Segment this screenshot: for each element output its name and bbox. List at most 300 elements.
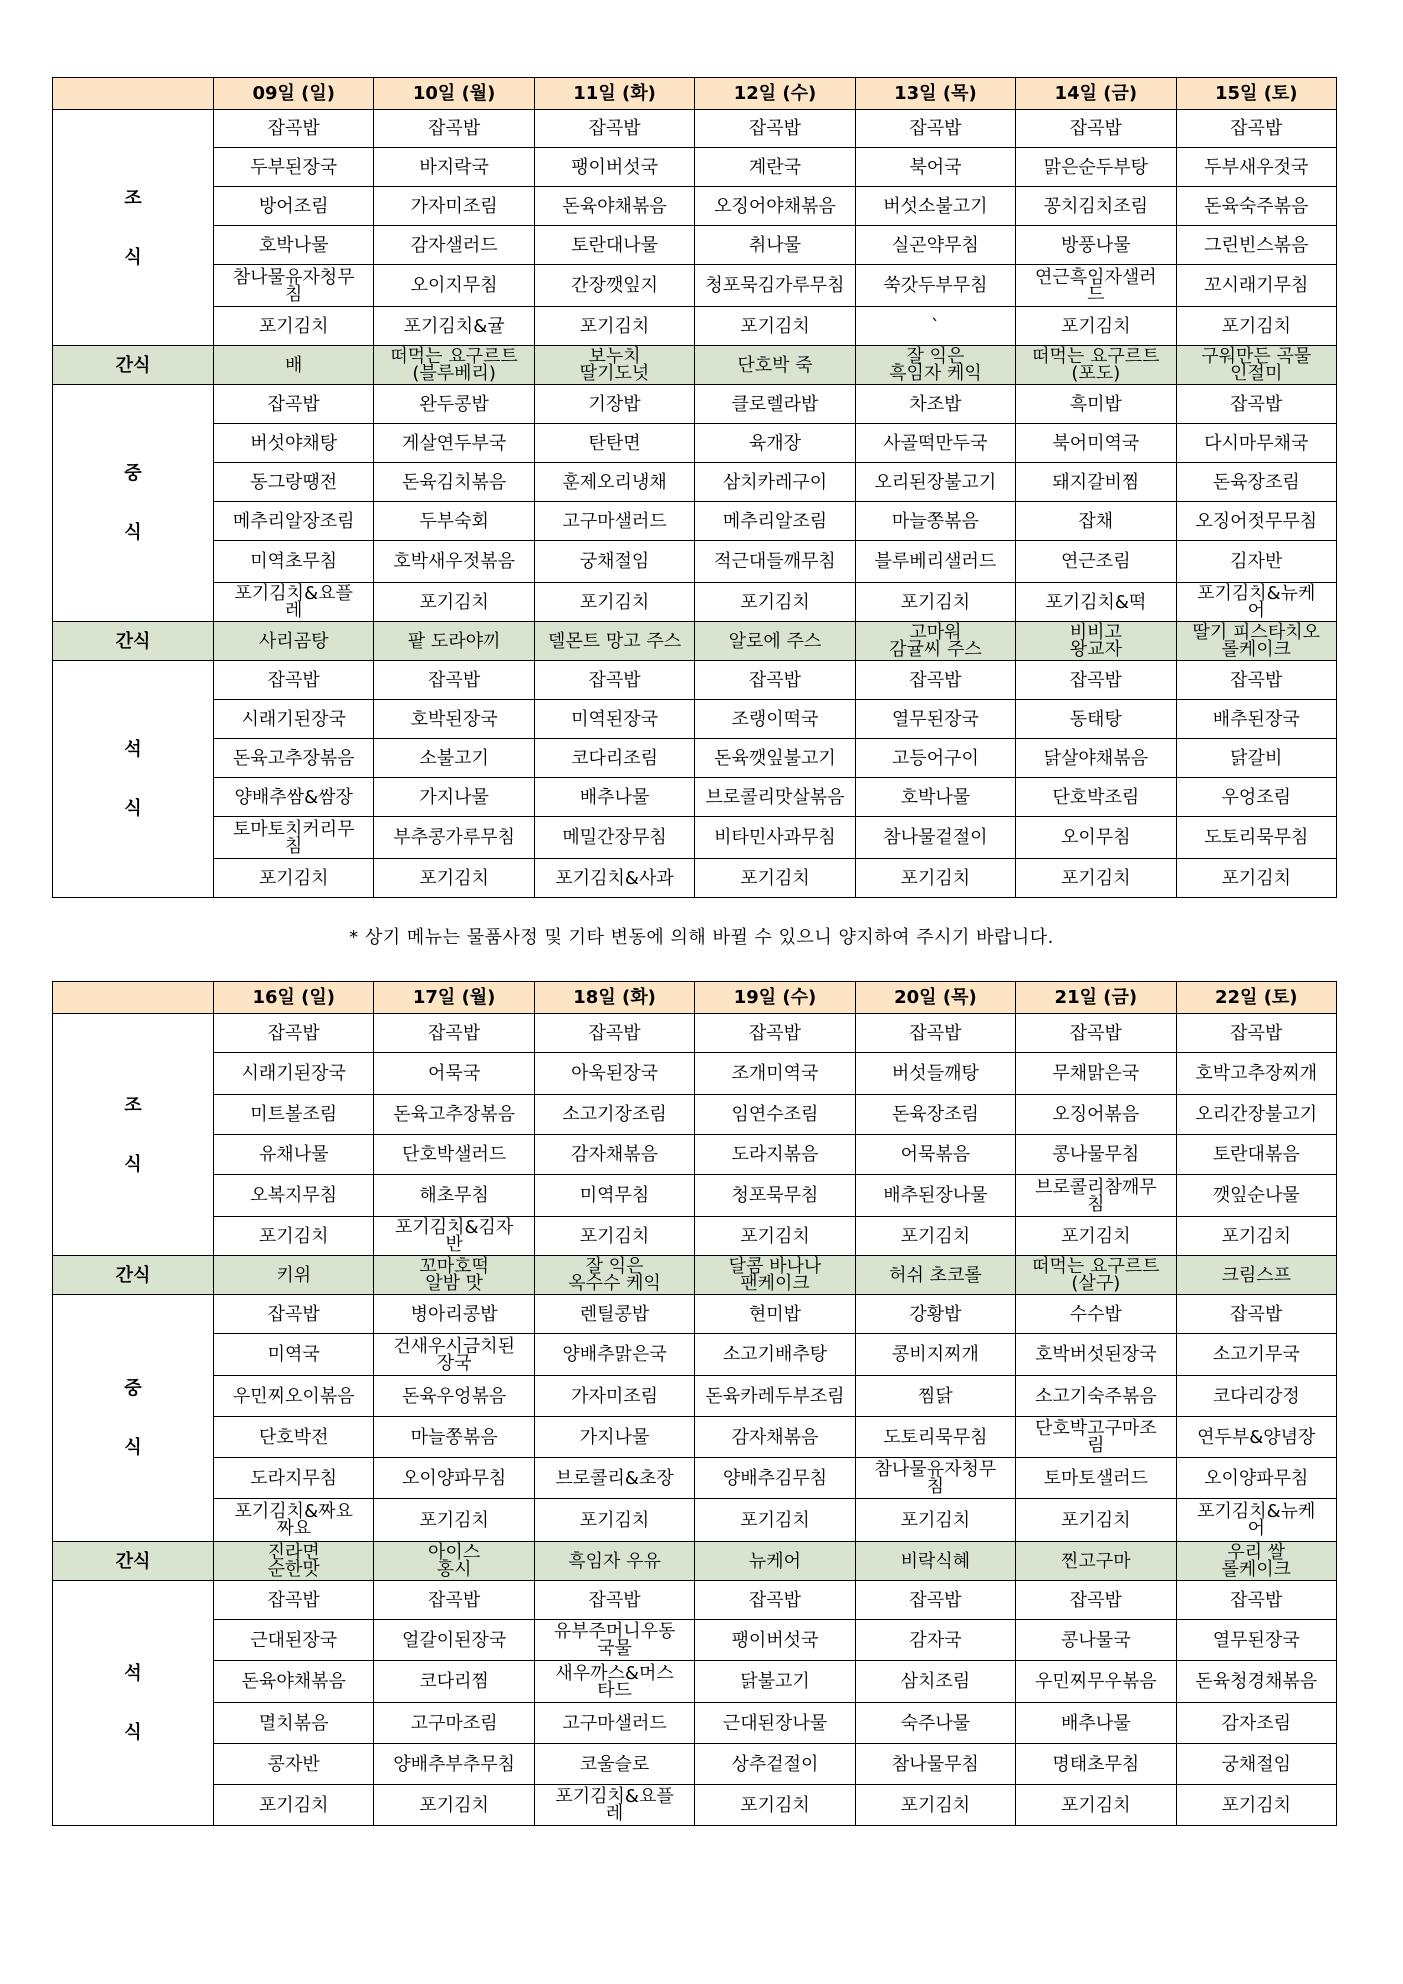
menu-item-line: 레 [605, 1803, 624, 1824]
menu-cell: 시래기된장국 [214, 700, 374, 739]
menu-cell: 잡곡밥 [534, 110, 694, 148]
menu-cell: 포기김치 [534, 1499, 694, 1542]
menu-cell: 상추겉절이 [695, 1744, 855, 1785]
snack-cell: 알로에 주스 [695, 622, 855, 661]
menu-cell [534, 1785, 694, 1826]
breakfast-row [53, 1217, 1337, 1256]
dinner-label-char: 석 [124, 739, 142, 760]
menu-item-line: 단호박고구마조 [1034, 1418, 1157, 1439]
lunch-row [53, 1295, 1337, 1334]
menu-cell: 찜닭 [855, 1376, 1015, 1417]
menu-cell: 조랭이떡국 [695, 700, 855, 739]
menu-cell: 잡곡밥 [214, 1581, 374, 1620]
menu-item-line: 옥수수 케익 [568, 1273, 661, 1294]
menu-item-line: 비비고 [1069, 622, 1122, 643]
menu-cell: 참나물겉절이 [855, 817, 1015, 859]
menu-cell: 포기김치 [855, 1217, 1015, 1256]
menu-item-line: 국물 [597, 1638, 632, 1659]
menu-cell [374, 1217, 534, 1256]
snack-cell: 단호박 죽 [695, 346, 855, 385]
menu-item-line: 알밤 맛 [425, 1273, 484, 1294]
snack-label: 간식 [53, 622, 214, 661]
breakfast-label-char: 조 [124, 1094, 142, 1116]
menu-cell: 가지나물 [534, 1417, 694, 1458]
menu-item-line: 팬케이크 [740, 1273, 810, 1294]
menu-item-line: 침 [285, 283, 303, 305]
menu-cell: 돈육숙주볶음 [1176, 187, 1336, 226]
menu-cell: 잡곡밥 [1016, 1014, 1176, 1053]
menu-cell: 미역된장국 [534, 700, 694, 739]
dinner-row [53, 1744, 1337, 1785]
snack-cell: 키위 [214, 1256, 374, 1295]
menu-item-line: 감귤씨 주스 [889, 639, 982, 660]
menu-cell: 포기김치&사과 [534, 859, 694, 898]
menu-cell: 포기김치 [1176, 1785, 1336, 1826]
day-header: 21일 (금) [1016, 982, 1176, 1014]
menu-cell: 클로렐라밥 [695, 385, 855, 424]
menu-cell: 콩나물무침 [1016, 1135, 1176, 1175]
lunch-label [53, 1295, 214, 1542]
menu-cell: 연근조림 [1016, 541, 1176, 583]
menu-cell: 브로콜리&초장 [534, 1458, 694, 1499]
menu-cell: 오징어젓무무침 [1176, 502, 1336, 541]
day-header: 11일 (화) [534, 78, 694, 110]
menu-cell: 잡곡밥 [1016, 661, 1176, 700]
menu-cell: 토란대볶음 [1176, 1135, 1336, 1175]
menu-cell: 도토리묵무침 [1176, 817, 1336, 859]
menu-cell: 잡곡밥 [855, 661, 1015, 700]
snack-cell [695, 1256, 855, 1295]
snack-cell [214, 1542, 374, 1581]
menu-cell: 호박고추장찌개 [1176, 1053, 1336, 1095]
menu-cell: 돈육야채볶음 [534, 187, 694, 226]
menu-cell: 잡곡밥 [214, 385, 374, 424]
menu-cell: 북어국 [855, 148, 1015, 187]
day-header: 09일 (일) [214, 78, 374, 110]
menu-item-line: 타드 [597, 1679, 632, 1701]
menu-cell: 동태탕 [1016, 700, 1176, 739]
menu-cell: 어묵볶음 [855, 1135, 1015, 1175]
menu-cell: 호박나물 [855, 778, 1015, 817]
lunch-row [53, 424, 1337, 463]
menu-item-line: 포기김치&뉴케 [1197, 1501, 1316, 1522]
menu-item-line: 브로콜리참깨무 [1034, 1176, 1157, 1198]
menu-cell: 간장깻잎지 [534, 265, 694, 307]
menu-cell: 포기김치 [534, 307, 694, 346]
menu-cell: 잡곡밥 [1016, 1581, 1176, 1620]
breakfast-row [53, 307, 1337, 346]
menu-item-line: 드 [1087, 283, 1105, 305]
dinner-label-char: 석 [124, 1663, 142, 1684]
menu-cell: 코다리강정 [1176, 1376, 1336, 1417]
menu-cell: ` [855, 307, 1015, 346]
dinner-row [53, 859, 1337, 898]
week2-menu-table [52, 981, 1337, 1826]
menu-cell: 실곤약무침 [855, 226, 1015, 265]
lunch-row [53, 1417, 1337, 1458]
menu-cell: 동그랑땡전 [214, 463, 374, 502]
menu-cell: 고구마샐러드 [534, 1703, 694, 1744]
lunch-row [53, 463, 1337, 502]
menu-cell: 꼬시래기무침 [1176, 265, 1336, 307]
menu-cell: 블루베리샐러드 [855, 541, 1015, 583]
menu-cell: 감자채볶음 [695, 1417, 855, 1458]
breakfast-label [53, 110, 214, 346]
menu-cell: 포기김치 [1176, 1217, 1336, 1256]
menu-cell: 적근대들깨무침 [695, 541, 855, 583]
menu-cell: 소고기배추탕 [695, 1334, 855, 1376]
menu-cell: 포기김치 [1016, 1499, 1176, 1542]
menu-cell: 포기김치 [1016, 307, 1176, 346]
menu-cell: 잡곡밥 [1176, 110, 1336, 148]
menu-cell: 양배추부추무침 [374, 1744, 534, 1785]
snack-row [53, 622, 1337, 661]
menu-cell: 소고기장조림 [534, 1095, 694, 1135]
menu-cell: 호박나물 [214, 226, 374, 265]
lunch-row [53, 385, 1337, 424]
breakfast-row [53, 1095, 1337, 1135]
menu-cell: 오이지무침 [374, 265, 534, 307]
menu-cell: 흑미밥 [1016, 385, 1176, 424]
menu-item-line: 딸기도넛 [579, 363, 650, 384]
menu-cell: 양배추맑은국 [534, 1334, 694, 1376]
breakfast-row [53, 187, 1337, 226]
menu-cell: 무채맑은국 [1016, 1053, 1176, 1095]
menu-cell [534, 1620, 694, 1661]
menu-cell: 우민찌무우볶음 [1016, 1661, 1176, 1703]
menu-item-line: 떠먹는 요구르트 [390, 346, 518, 367]
menu-cell: 고구마조림 [374, 1703, 534, 1744]
lunch-row [53, 502, 1337, 541]
menu-item-line: 고마워 [909, 622, 962, 643]
menu-cell: 오복지무침 [214, 1175, 374, 1217]
dinner-label [53, 661, 214, 898]
menu-cell: 잡곡밥 [695, 110, 855, 148]
snack-cell [1176, 346, 1336, 385]
menu-cell: 수수밥 [1016, 1295, 1176, 1334]
menu-item-line: 포기김치&짜요 [234, 1501, 353, 1522]
menu-item-line: 롤케이크 [1221, 639, 1292, 660]
menu-cell: 오이양파무침 [374, 1458, 534, 1499]
menu-cell: 꽁치김치조림 [1016, 187, 1176, 226]
menu-item-line: 왕교자 [1069, 639, 1122, 660]
menu-cell: 포기김치 [695, 583, 855, 622]
snack-label: 간식 [53, 1256, 214, 1295]
menu-cell: 양배추김무침 [695, 1458, 855, 1499]
menu-cell: 참나물무침 [855, 1744, 1015, 1785]
snack-cell: 델몬트 망고 주스 [534, 622, 694, 661]
day-header: 22일 (토) [1176, 982, 1336, 1014]
menu-cell: 포기김치&떡 [1016, 583, 1176, 622]
menu-cell: 돈육카레두부조림 [695, 1376, 855, 1417]
menu-cell: 감자국 [855, 1620, 1015, 1661]
breakfast-label-char: 식 [124, 246, 142, 268]
menu-cell: 돼지갈비찜 [1016, 463, 1176, 502]
dinner-row [53, 1661, 1337, 1703]
menu-item-line: 흑임자 케익 [889, 363, 982, 384]
menu-cell: 시래기된장국 [214, 1053, 374, 1095]
lunch-label [53, 385, 214, 622]
menu-cell: 계란국 [695, 148, 855, 187]
menu-cell: 강황밥 [855, 1295, 1015, 1334]
snack-cell: 뉴케어 [695, 1542, 855, 1581]
menu-item-line: 참나물유자청무 [874, 1459, 997, 1480]
menu-cell: 코울슬로 [534, 1744, 694, 1785]
menu-cell: 콩비지찌개 [855, 1334, 1015, 1376]
menu-cell: 감자조림 [1176, 1703, 1336, 1744]
lunch-row [53, 583, 1337, 622]
snack-cell: 배 [214, 346, 374, 385]
snack-cell: 크림스프 [1176, 1256, 1336, 1295]
breakfast-row [53, 265, 1337, 307]
menu-item-line: 침 [1087, 1193, 1105, 1215]
menu-cell: 잡곡밥 [214, 110, 374, 148]
menu-cell: 삼치조림 [855, 1661, 1015, 1703]
menu-cell: 잡곡밥 [1176, 661, 1336, 700]
menu-cell: 잡곡밥 [855, 1014, 1015, 1053]
menu-cell: 다시마무채국 [1176, 424, 1336, 463]
menu-cell: 메밀간장무침 [534, 817, 694, 859]
menu-item-line: 떠먹는 요구르트 [1032, 1256, 1160, 1277]
menu-cell: 감자샐러드 [374, 226, 534, 265]
menu-cell: 브로콜리맛살볶음 [695, 778, 855, 817]
menu-cell: 청포묵김가루무침 [695, 265, 855, 307]
menu-item-line: 잘 익은 [585, 1256, 644, 1277]
menu-cell: 쑥갓두부무침 [855, 265, 1015, 307]
menu-cell: 마늘쫑볶음 [374, 1417, 534, 1458]
menu-cell: 배추나물 [1016, 1703, 1176, 1744]
snack-cell: 팥 도라야끼 [374, 622, 534, 661]
menu-item-line: 새우까스&머스 [555, 1662, 674, 1684]
dinner-row [53, 1581, 1337, 1620]
menu-cell [1176, 1499, 1336, 1542]
menu-item-line: 꼬마호떡 [419, 1256, 489, 1277]
breakfast-row [53, 148, 1337, 187]
dinner-row [53, 661, 1337, 700]
dinner-label-char: 식 [124, 798, 142, 819]
menu-cell: 포기김치 [534, 583, 694, 622]
menu-cell: 잡곡밥 [374, 1014, 534, 1053]
menu-cell [214, 817, 374, 859]
menu-cell: 탄탄면 [534, 424, 694, 463]
menu-item-line: 진라면 [267, 1542, 320, 1563]
snack-cell [374, 1256, 534, 1295]
menu-item-line: 토마토치커리무 [232, 818, 355, 840]
dinner-row [53, 817, 1337, 859]
lunch-row [53, 1334, 1337, 1376]
menu-cell: 고구마샐러드 [534, 502, 694, 541]
menu-cell: 토란대나물 [534, 226, 694, 265]
menu-cell: 잡곡밥 [1176, 1581, 1336, 1620]
menu-cell: 소고기숙주볶음 [1016, 1376, 1176, 1417]
menu-cell: 메추리알장조림 [214, 502, 374, 541]
day-header: 10일 (월) [374, 78, 534, 110]
dinner-row [53, 1703, 1337, 1744]
menu-item-line: 림 [1087, 1435, 1105, 1456]
menu-cell: 유채나물 [214, 1135, 374, 1175]
snack-cell: 찐고구마 [1016, 1542, 1176, 1581]
menu-item-line: 롤케이크 [1221, 1559, 1292, 1580]
breakfast-row [53, 1135, 1337, 1175]
menu-cell: 훈제오리냉채 [534, 463, 694, 502]
menu-cell: 포기김치 [374, 859, 534, 898]
snack-cell: 흑임자 우유 [534, 1542, 694, 1581]
menu-cell: 포기김치 [695, 1499, 855, 1542]
menu-cell: 포기김치 [855, 1785, 1015, 1826]
lunch-label-char: 식 [124, 1437, 142, 1458]
breakfast-row [53, 1175, 1337, 1217]
menu-cell: 부추콩가루무침 [374, 817, 534, 859]
menu-cell: 콩자반 [214, 1744, 374, 1785]
menu-cell: 근대된장나물 [695, 1703, 855, 1744]
menu-cell: 소불고기 [374, 739, 534, 778]
menu-cell: 고등어구이 [855, 739, 1015, 778]
menu-cell: 우민찌오이볶음 [214, 1376, 374, 1417]
dinner-row [53, 739, 1337, 778]
menu-cell: 잡곡밥 [374, 110, 534, 148]
menu-cell: 포기김치 [214, 307, 374, 346]
menu-item-line: 짜요 [276, 1518, 312, 1539]
menu-item-line: (살구) [1071, 1273, 1121, 1294]
menu-item-line: 연근흑임자샐러 [1034, 266, 1157, 288]
menu-item-line: 포기김치&뉴케 [1197, 583, 1316, 604]
menu-cell: 명태초무침 [1016, 1744, 1176, 1785]
lunch-label-char: 식 [124, 522, 142, 543]
menu-cell: 돈육고추장볶음 [374, 1095, 534, 1135]
snack-row [53, 1542, 1337, 1581]
menu-cell: 버섯소불고기 [855, 187, 1015, 226]
menu-cell: 오리간장불고기 [1176, 1095, 1336, 1135]
menu-cell: 닭갈비 [1176, 739, 1336, 778]
menu-item-line: 유부주머니우동 [553, 1621, 676, 1642]
menu-cell: 팽이버섯국 [534, 148, 694, 187]
menu-cell: 완두콩밥 [374, 385, 534, 424]
breakfast-label-char: 조 [124, 187, 142, 209]
menu-cell: 어묵국 [374, 1053, 534, 1095]
week1-menu-table [52, 77, 1337, 898]
menu-cell: 가자미조림 [534, 1376, 694, 1417]
menu-cell: 포기김치 [855, 1499, 1015, 1542]
snack-label: 간식 [53, 1542, 214, 1581]
lunch-row [53, 1458, 1337, 1499]
dinner-label-char: 식 [124, 1722, 142, 1743]
breakfast-label-char: 식 [124, 1153, 142, 1175]
menu-cell [855, 1458, 1015, 1499]
menu-cell: 토마토샐러드 [1016, 1458, 1176, 1499]
menu-cell: 열무된장국 [855, 700, 1015, 739]
menu-cell: 포기김치&귤 [374, 307, 534, 346]
lunch-row [53, 1499, 1337, 1542]
menu-item-line: 침 [285, 835, 303, 857]
breakfast-row [53, 226, 1337, 265]
menu-cell: 오징어볶음 [1016, 1095, 1176, 1135]
menu-change-notice: * 상기 메뉴는 물품사정 및 기타 변동에 의해 바뀔 수 있으니 양지하여 주시기 바랍니다. [349, 927, 1054, 948]
dinner-label [53, 1581, 214, 1826]
day-header: 13일 (목) [855, 78, 1015, 110]
menu-item-line: 포기김치&요플 [234, 583, 353, 604]
snack-cell [855, 346, 1015, 385]
menu-item-line: 침 [926, 1476, 945, 1497]
menu-item-line: 포기김치&요플 [555, 1786, 674, 1807]
lunch-row [53, 541, 1337, 583]
day-header: 18일 (화) [534, 982, 694, 1014]
menu-item-line: 잘 익은 [906, 346, 965, 367]
menu-cell: 포기김치 [695, 859, 855, 898]
menu-cell: 돈육우엉볶음 [374, 1376, 534, 1417]
menu-item-line: 달콤 바나나 [728, 1256, 822, 1277]
menu-cell: 포기김치 [855, 583, 1015, 622]
menu-cell: 배추된장나물 [855, 1175, 1015, 1217]
menu-cell: 잡곡밥 [374, 661, 534, 700]
menu-cell: 돈육야채볶음 [214, 1661, 374, 1703]
menu-cell: 포기김치 [1016, 1785, 1176, 1826]
dinner-row [53, 1620, 1337, 1661]
menu-cell: 호박새우젓볶음 [374, 541, 534, 583]
menu-cell: 숙주나물 [855, 1703, 1015, 1744]
menu-cell: 맑은순두부탕 [1016, 148, 1176, 187]
menu-item-line: 떠먹는 요구르트 [1032, 346, 1160, 367]
menu-item-line: 어 [1247, 600, 1265, 621]
menu-cell [1016, 265, 1176, 307]
menu-item-line: 장국 [436, 1352, 472, 1374]
menu-cell: 잡곡밥 [695, 1014, 855, 1053]
menu-cell: 잡곡밥 [695, 661, 855, 700]
snack-cell [1016, 1256, 1176, 1295]
menu-cell: 궁채절임 [1176, 1744, 1336, 1785]
menu-cell [1176, 583, 1336, 622]
menu-cell: 렌틸콩밥 [534, 1295, 694, 1334]
menu-cell: 잡곡밥 [1016, 110, 1176, 148]
menu-cell: 미트볼조림 [214, 1095, 374, 1135]
menu-cell: 포기김치 [374, 1499, 534, 1542]
menu-cell: 포기김치 [214, 1217, 374, 1256]
snack-cell [1016, 622, 1176, 661]
week1-header-row [53, 78, 1337, 110]
breakfast-row [53, 110, 1337, 148]
menu-cell: 깻잎순나물 [1176, 1175, 1336, 1217]
menu-item-line: 아이스 [428, 1542, 481, 1563]
menu-cell: 근대된장국 [214, 1620, 374, 1661]
menu-cell: 잡곡밥 [374, 1581, 534, 1620]
menu-cell: 버섯야채탕 [214, 424, 374, 463]
dinner-row [53, 778, 1337, 817]
menu-cell: 포기김치 [1016, 1217, 1176, 1256]
dinner-row [53, 700, 1337, 739]
week2-header-row [53, 982, 1337, 1014]
menu-item-line: 건새우시금치된 [393, 1335, 515, 1357]
snack-cell: 사리곰탕 [214, 622, 374, 661]
snack-cell: 비락식혜 [855, 1542, 1015, 1581]
menu-cell: 돈육청경채볶음 [1176, 1661, 1336, 1703]
menu-item-line: 레 [285, 600, 303, 621]
menu-cell: 돈육깻잎불고기 [695, 739, 855, 778]
menu-cell: 잡곡밥 [214, 1295, 374, 1334]
lunch-label-char: 중 [124, 463, 142, 484]
menu-cell [374, 1334, 534, 1376]
menu-cell: 바지락국 [374, 148, 534, 187]
menu-cell: 도토리묵무침 [855, 1417, 1015, 1458]
breakfast-row [53, 1053, 1337, 1095]
menu-cell: 메추리알조림 [695, 502, 855, 541]
snack-cell: 허쉬 초코롤 [855, 1256, 1015, 1295]
menu-cell: 방풍나물 [1016, 226, 1176, 265]
menu-cell: 미역초무침 [214, 541, 374, 583]
menu-cell: 포기김치 [1176, 307, 1336, 346]
day-header: 20일 (목) [855, 982, 1015, 1014]
menu-cell: 미역국 [214, 1334, 374, 1376]
menu-cell: 닭불고기 [695, 1661, 855, 1703]
menu-cell: 돈육고추장볶음 [214, 739, 374, 778]
